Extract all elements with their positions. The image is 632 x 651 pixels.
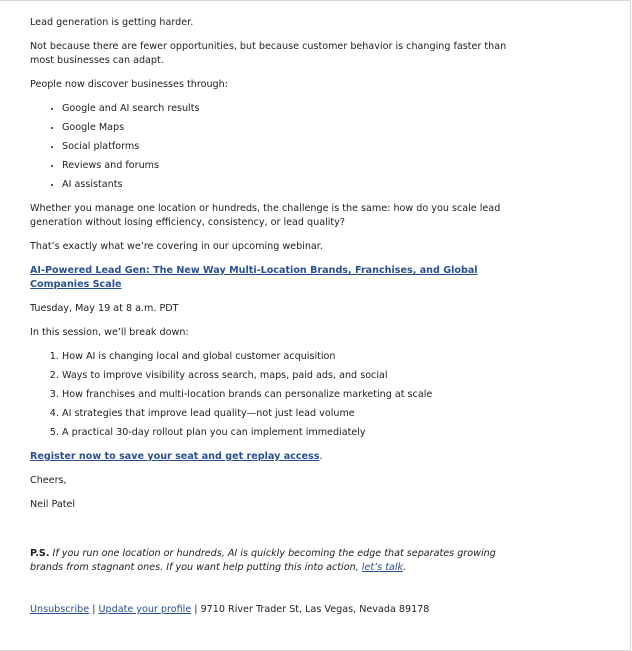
email-body (30, 16, 510, 617)
ps-end: . (403, 562, 407, 573)
list-item: 4. AI strategies that improve lead quality—not just lead volume (62, 407, 510, 421)
discover-list (30, 102, 510, 192)
footer-address: 9710 River Trader St, Las Vegas, Nevada 89178 (200, 604, 430, 615)
webinar-title-link[interactable]: AI-Powered Lead Gen: The New Way Multi-Location Brands, Franchises, and Global Companies Scale (30, 265, 478, 290)
paragraph-behavior: Not because there are fewer opportunities, but because customer behavior is changing faster than most businesses can adapt. (30, 41, 507, 66)
update-profile-link[interactable]: Update your profile (98, 604, 192, 615)
lets-talk-link[interactable]: let’s talk (361, 562, 404, 573)
signature: Neil Patel (30, 499, 76, 510)
breakdown-intro: In this session, we’ll break down: (30, 327, 189, 338)
ps-text: If you run one location or hundreds, AI is quickly becoming the edge that separates growing brands from stagnant ones. If you want help putting this into action, (30, 548, 496, 573)
discover-intro: People now discover businesses through: (30, 79, 228, 90)
list-item: • Google Maps (62, 121, 510, 135)
unsubscribe-link[interactable]: Unsubscribe (30, 604, 90, 615)
list-item: • AI assistants (62, 178, 510, 192)
webinar-date: Tuesday, May 19 at 8 a.m. PDT (30, 303, 179, 314)
email-footer (30, 603, 510, 617)
list-item: 3. How franchises and multi-location brands can personalize marketing at scale (62, 388, 510, 402)
breakdown-list (30, 350, 510, 440)
intro-text: Lead generation is getting harder. (30, 17, 194, 28)
paragraph-challenge: Whether you manage one location or hundreds, the challenge is the same: how do you scale lead generation without losing efficiency, consistency, or lead quality? (30, 203, 501, 228)
ps-paragraph (30, 547, 510, 575)
register-paragraph (30, 450, 510, 464)
ps-label: P.S. (30, 548, 50, 559)
register-link[interactable]: Register now to save your seat and get replay access (30, 451, 320, 462)
list-item: • Reviews and forums (62, 159, 510, 173)
register-period: . (319, 451, 323, 462)
list-item: 1. How AI is changing local and global customer acquisition (62, 350, 510, 364)
list-item: • Social platforms (62, 140, 510, 154)
list-item: 5. A practical 30-day rollout plan you can implement immediately (62, 426, 510, 440)
signoff: Cheers, (30, 475, 67, 486)
list-item: • Google and AI search results (62, 102, 510, 116)
paragraph-webinar: That’s exactly what we’re covering in our upcoming webinar. (30, 241, 323, 252)
list-item: 2. Ways to improve visibility across search, maps, paid ads, and social (62, 369, 510, 383)
footer-separator: | (89, 604, 99, 615)
footer-separator: | (191, 604, 201, 615)
